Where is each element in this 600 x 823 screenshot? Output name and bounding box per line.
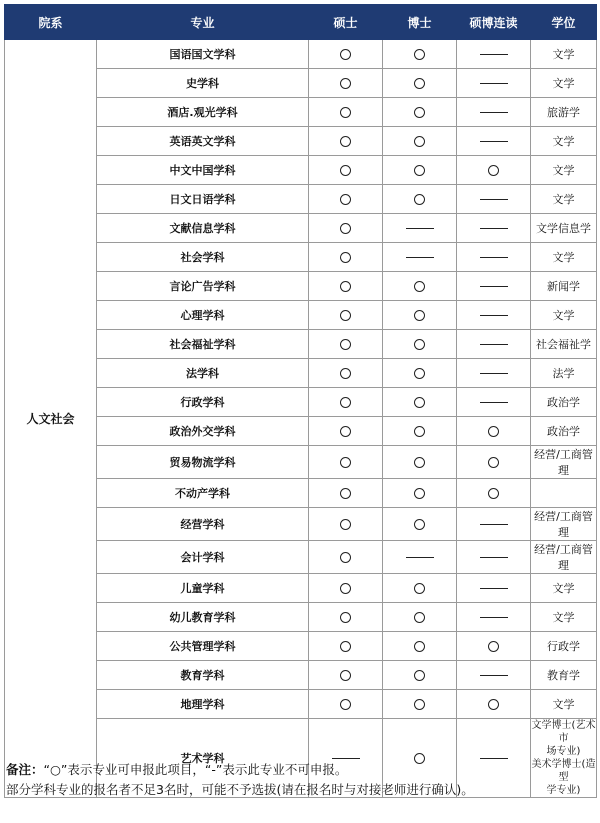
doctor-cell bbox=[383, 98, 457, 127]
available-circle-icon bbox=[340, 281, 351, 292]
college-name: 人文社会 bbox=[5, 40, 97, 798]
degree-cell: 社会福祉学 bbox=[531, 330, 597, 359]
doctor-cell bbox=[383, 156, 457, 185]
unavailable-dash-icon bbox=[480, 344, 508, 345]
table-body bbox=[5, 40, 597, 798]
master-cell bbox=[309, 214, 383, 243]
unavailable-dash-icon bbox=[480, 617, 508, 618]
unavailable-dash-icon bbox=[480, 402, 508, 403]
doctor-cell bbox=[383, 508, 457, 541]
available-circle-icon bbox=[340, 252, 351, 263]
combined-cell bbox=[457, 156, 531, 185]
unavailable-dash-icon bbox=[406, 257, 434, 258]
available-circle-icon bbox=[414, 339, 425, 350]
available-circle-icon bbox=[414, 641, 425, 652]
combined-cell bbox=[457, 479, 531, 508]
unavailable-dash-icon bbox=[480, 54, 508, 55]
unavailable-dash-icon bbox=[406, 557, 434, 558]
major-name: 贸易物流学科 bbox=[97, 446, 309, 479]
note-label: 备注： bbox=[6, 762, 44, 777]
degree-cell: 文学 bbox=[531, 185, 597, 214]
degree-cell: 文学 bbox=[531, 301, 597, 330]
degree-cell: 政治学 bbox=[531, 417, 597, 446]
available-circle-icon bbox=[414, 612, 425, 623]
doctor-cell bbox=[383, 446, 457, 479]
available-circle-icon bbox=[414, 281, 425, 292]
degree-cell: 文学信息学 bbox=[531, 214, 597, 243]
unavailable-dash-icon bbox=[480, 228, 508, 229]
degree-cell: 文学 bbox=[531, 574, 597, 603]
doctor-cell bbox=[383, 127, 457, 156]
major-name: 中文中国学科 bbox=[97, 156, 309, 185]
major-name: 经营学科 bbox=[97, 508, 309, 541]
combined-cell bbox=[457, 243, 531, 272]
degree-cell: 经营/工商管理 bbox=[531, 446, 597, 479]
major-name: 艺术学科 bbox=[97, 719, 309, 798]
master-cell bbox=[309, 632, 383, 661]
degree-cell: 经营/工商管理 bbox=[531, 508, 597, 541]
table-header-row bbox=[5, 5, 597, 40]
combined-cell bbox=[457, 417, 531, 446]
degree-cell: 文学 bbox=[531, 127, 597, 156]
doctor-cell bbox=[383, 359, 457, 388]
combined-cell bbox=[457, 661, 531, 690]
unavailable-dash-icon bbox=[406, 228, 434, 229]
available-circle-icon bbox=[340, 583, 351, 594]
doctor-cell bbox=[383, 185, 457, 214]
available-circle-icon bbox=[488, 488, 499, 499]
available-circle-icon bbox=[340, 368, 351, 379]
unavailable-dash-icon bbox=[480, 373, 508, 374]
combined-cell bbox=[457, 214, 531, 243]
combined-cell bbox=[457, 185, 531, 214]
master-cell bbox=[309, 272, 383, 301]
available-circle-icon bbox=[414, 49, 425, 60]
master-cell bbox=[309, 40, 383, 69]
available-circle-icon bbox=[414, 519, 425, 530]
major-name: 国语国文学科 bbox=[97, 40, 309, 69]
available-circle-icon bbox=[340, 488, 351, 499]
available-circle-icon bbox=[340, 612, 351, 623]
doctor-cell bbox=[383, 479, 457, 508]
major-name: 教育学科 bbox=[97, 661, 309, 690]
doctor-cell bbox=[383, 417, 457, 446]
degree-line: 学专业) bbox=[546, 785, 581, 796]
doctor-cell bbox=[383, 632, 457, 661]
note-line-1 bbox=[6, 760, 596, 780]
unavailable-dash-icon bbox=[480, 758, 508, 759]
combined-cell bbox=[457, 40, 531, 69]
major-name: 幼儿教育学科 bbox=[97, 603, 309, 632]
unavailable-dash-icon bbox=[480, 83, 508, 84]
available-circle-icon bbox=[340, 641, 351, 652]
available-circle-icon bbox=[340, 552, 351, 563]
available-circle-icon bbox=[340, 107, 351, 118]
available-circle-icon bbox=[414, 78, 425, 89]
degree-cell: 文学 bbox=[531, 156, 597, 185]
major-name: 政治外交学科 bbox=[97, 417, 309, 446]
available-circle-icon bbox=[414, 457, 425, 468]
degree-cell bbox=[531, 479, 597, 508]
master-cell bbox=[309, 479, 383, 508]
available-circle-icon bbox=[414, 426, 425, 437]
available-circle-icon bbox=[414, 488, 425, 499]
available-circle-icon bbox=[414, 194, 425, 205]
master-cell bbox=[309, 98, 383, 127]
master-cell bbox=[309, 243, 383, 272]
combined-cell bbox=[457, 508, 531, 541]
available-circle-icon bbox=[340, 426, 351, 437]
master-cell bbox=[309, 156, 383, 185]
master-cell bbox=[309, 690, 383, 719]
degree-line: 场专业) bbox=[546, 746, 581, 757]
program-table bbox=[4, 4, 597, 798]
master-cell bbox=[309, 388, 383, 417]
available-circle-icon bbox=[414, 670, 425, 681]
major-name: 公共管理学科 bbox=[97, 632, 309, 661]
doctor-cell bbox=[383, 661, 457, 690]
degree-cell: 政治学 bbox=[531, 388, 597, 417]
master-cell bbox=[309, 185, 383, 214]
doctor-cell bbox=[383, 574, 457, 603]
notes bbox=[6, 760, 596, 800]
doctor-cell bbox=[383, 541, 457, 574]
available-circle-icon bbox=[414, 107, 425, 118]
available-circle-icon bbox=[414, 699, 425, 710]
available-circle-icon bbox=[340, 165, 351, 176]
header-doctor: 博士 bbox=[383, 5, 457, 40]
available-circle-icon bbox=[340, 49, 351, 60]
header-combined: 硕博连读 bbox=[457, 5, 531, 40]
major-name: 心理学科 bbox=[97, 301, 309, 330]
available-circle-icon bbox=[340, 397, 351, 408]
degree-cell: 文学 bbox=[531, 243, 597, 272]
major-name: 史学科 bbox=[97, 69, 309, 98]
doctor-cell bbox=[383, 40, 457, 69]
available-circle-icon bbox=[414, 136, 425, 147]
doctor-cell bbox=[383, 272, 457, 301]
header-college: 院系 bbox=[5, 5, 97, 40]
available-circle-icon bbox=[488, 641, 499, 652]
degree-cell: 法学 bbox=[531, 359, 597, 388]
available-circle-icon bbox=[340, 699, 351, 710]
available-circle-icon bbox=[488, 457, 499, 468]
available-circle-icon bbox=[340, 136, 351, 147]
combined-cell bbox=[457, 272, 531, 301]
degree-cell: 新闻学 bbox=[531, 272, 597, 301]
combined-cell bbox=[457, 541, 531, 574]
unavailable-dash-icon bbox=[480, 199, 508, 200]
doctor-cell bbox=[383, 388, 457, 417]
major-name: 社会学科 bbox=[97, 243, 309, 272]
unavailable-dash-icon bbox=[480, 588, 508, 589]
unavailable-dash-icon bbox=[480, 524, 508, 525]
doctor-cell bbox=[383, 214, 457, 243]
major-name: 地理学科 bbox=[97, 690, 309, 719]
unavailable-dash-icon bbox=[480, 141, 508, 142]
table-row bbox=[5, 40, 597, 69]
master-cell bbox=[309, 69, 383, 98]
doctor-cell bbox=[383, 301, 457, 330]
degree-cell: 旅游学 bbox=[531, 98, 597, 127]
master-cell bbox=[309, 574, 383, 603]
unavailable-dash-icon bbox=[480, 675, 508, 676]
available-circle-icon bbox=[340, 78, 351, 89]
major-name: 不动产学科 bbox=[97, 479, 309, 508]
combined-cell bbox=[457, 388, 531, 417]
doctor-cell bbox=[383, 243, 457, 272]
major-name: 日文日语学科 bbox=[97, 185, 309, 214]
master-cell bbox=[309, 330, 383, 359]
major-name: 行政学科 bbox=[97, 388, 309, 417]
available-circle-icon bbox=[340, 457, 351, 468]
header-major: 专业 bbox=[97, 5, 309, 40]
combined-cell bbox=[457, 98, 531, 127]
degree-cell: 文学 bbox=[531, 69, 597, 98]
master-cell bbox=[309, 661, 383, 690]
major-name: 儿童学科 bbox=[97, 574, 309, 603]
major-name: 文献信息学科 bbox=[97, 214, 309, 243]
combined-cell bbox=[457, 603, 531, 632]
degree-line: 文学博士(艺术市 bbox=[531, 720, 596, 744]
unavailable-dash-icon bbox=[480, 557, 508, 558]
available-circle-icon bbox=[340, 310, 351, 321]
available-circle-icon bbox=[414, 310, 425, 321]
major-name: 言论广告学科 bbox=[97, 272, 309, 301]
available-circle-icon bbox=[340, 339, 351, 350]
master-cell bbox=[309, 359, 383, 388]
master-cell bbox=[309, 541, 383, 574]
combined-cell bbox=[457, 690, 531, 719]
combined-cell bbox=[457, 359, 531, 388]
major-name: 英语英文学科 bbox=[97, 127, 309, 156]
available-circle-icon bbox=[340, 194, 351, 205]
header-degree: 学位 bbox=[531, 5, 597, 40]
available-circle-icon bbox=[340, 223, 351, 234]
master-cell bbox=[309, 446, 383, 479]
available-circle-icon bbox=[340, 670, 351, 681]
available-circle-icon bbox=[488, 165, 499, 176]
master-cell bbox=[309, 508, 383, 541]
degree-cell: 文学 bbox=[531, 603, 597, 632]
available-circle-icon bbox=[414, 397, 425, 408]
combined-cell bbox=[457, 69, 531, 98]
header-master: 硕士 bbox=[309, 5, 383, 40]
master-cell bbox=[309, 127, 383, 156]
major-name: 会计学科 bbox=[97, 541, 309, 574]
note-line-2: 部分学科专业的报名者不足3名时，可能不予选拔(请在报名时与对接老师进行确认)。 bbox=[6, 782, 474, 797]
doctor-cell bbox=[383, 603, 457, 632]
degree-cell: 文学 bbox=[531, 690, 597, 719]
degree-cell: 教育学 bbox=[531, 661, 597, 690]
combined-cell bbox=[457, 330, 531, 359]
combined-cell bbox=[457, 574, 531, 603]
available-circle-icon bbox=[488, 699, 499, 710]
available-circle-icon bbox=[340, 519, 351, 530]
combined-cell bbox=[457, 632, 531, 661]
major-name: 社会福祉学科 bbox=[97, 330, 309, 359]
unavailable-dash-icon bbox=[480, 257, 508, 258]
degree-cell: 文学 bbox=[531, 40, 597, 69]
unavailable-dash-icon bbox=[332, 758, 360, 759]
master-cell bbox=[309, 603, 383, 632]
degree-line: 美术学博士(造型 bbox=[531, 759, 596, 783]
unavailable-dash-icon bbox=[480, 112, 508, 113]
available-circle-icon bbox=[414, 165, 425, 176]
degree-cell: 经营/工商管理 bbox=[531, 541, 597, 574]
master-cell bbox=[309, 301, 383, 330]
doctor-cell bbox=[383, 330, 457, 359]
combined-cell bbox=[457, 127, 531, 156]
doctor-cell bbox=[383, 690, 457, 719]
note-text-1: “○”表示专业可申报此项目，“-”表示此专业不可申报。 bbox=[43, 762, 348, 777]
major-name: 酒店.观光学科 bbox=[97, 98, 309, 127]
unavailable-dash-icon bbox=[480, 286, 508, 287]
major-name: 法学科 bbox=[97, 359, 309, 388]
degree-cell: 行政学 bbox=[531, 632, 597, 661]
combined-cell bbox=[457, 301, 531, 330]
available-circle-icon bbox=[414, 368, 425, 379]
unavailable-dash-icon bbox=[480, 315, 508, 316]
available-circle-icon bbox=[488, 426, 499, 437]
combined-cell bbox=[457, 446, 531, 479]
doctor-cell bbox=[383, 69, 457, 98]
master-cell bbox=[309, 417, 383, 446]
available-circle-icon bbox=[414, 583, 425, 594]
